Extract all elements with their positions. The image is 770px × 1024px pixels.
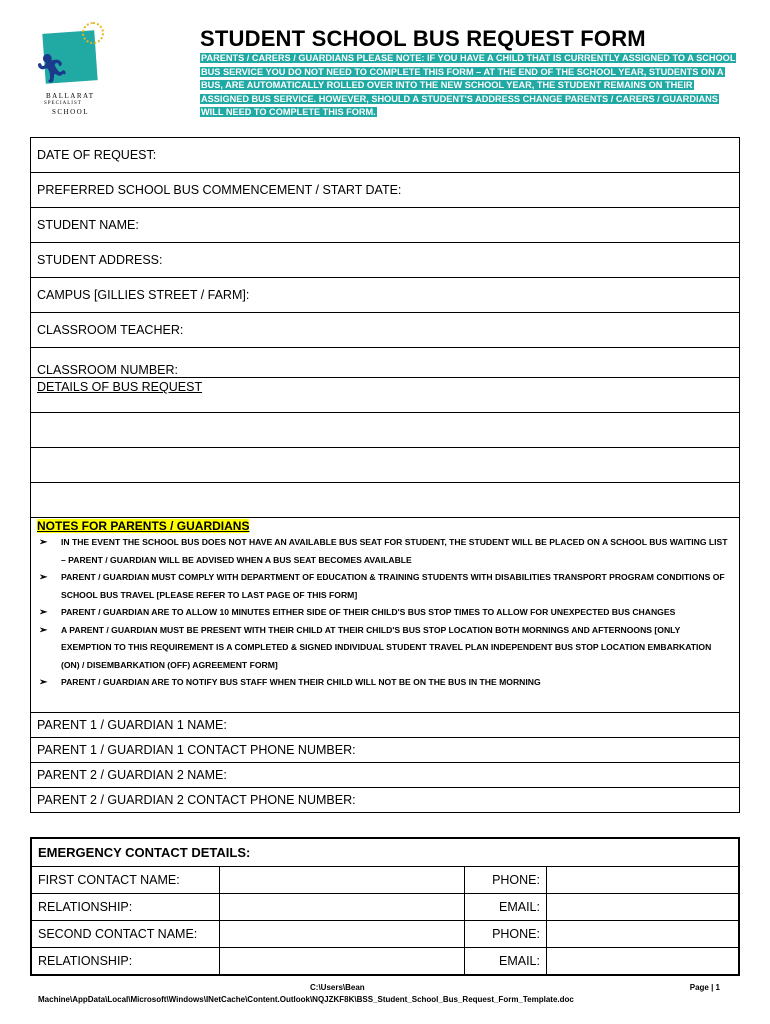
emergency-input-phone-2[interactable] <box>547 921 739 948</box>
emergency-table <box>31 838 739 975</box>
details-line-2[interactable] <box>31 448 739 483</box>
note-item: ➢ IN THE EVENT THE SCHOOL BUS DOES NOT HAVE AN AVAILABLE BUS SEAT FOR STUDENT, THE STUDENT WILL BE PLACED ON A SCHOOL BUS WAITING LIST – PARENT / GUARDIAN WILL BE ADVISED WHEN A BUS SEAT BECOMES AVAILABLE <box>31 534 739 569</box>
emergency-label-email-1: EMAIL: <box>465 894 547 921</box>
details-heading: DETAILS OF BUS REQUEST <box>31 378 739 413</box>
details-line-1[interactable] <box>31 413 739 448</box>
field-parent1-phone[interactable]: PARENT 1 / GUARDIAN 1 CONTACT PHONE NUMBER: <box>31 738 739 763</box>
emergency-label-relationship-2: RELATIONSHIP: <box>32 948 220 975</box>
student-details-box <box>30 137 740 813</box>
emergency-label-phone-2: PHONE: <box>465 921 547 948</box>
logo-text-2: SPECIALIST <box>44 101 82 106</box>
emergency-label-phone-1: PHONE: <box>465 867 547 894</box>
note-item: ➢ PARENT / GUARDIAN MUST COMPLY WITH DEPARTMENT OF EDUCATION & TRAINING STUDENTS WITH DISABILITIES TRANSPORT PROGRAM CONDITIONS OF SCHOOL BUS TRAVEL [PLEASE REFER TO LAST PAGE OF THIS FORM] <box>31 569 739 604</box>
field-classroom-number[interactable]: CLASSROOM NUMBER: <box>31 348 739 378</box>
details-line-3[interactable] <box>31 483 739 518</box>
emergency-label-first-contact-name: FIRST CONTACT NAME: <box>32 867 220 894</box>
note-item: ➢ PARENT / GUARDIAN ARE TO NOTIFY BUS STAFF WHEN THEIR CHILD WILL NOT BE ON THE BUS IN THE MORNING <box>31 674 739 692</box>
arrow-bullet-icon: ➢ <box>39 624 48 636</box>
notice-text: PARENTS / CARERS / GUARDIANS PLEASE NOTE: IF YOU HAVE A CHILD THAT IS CURRENTLY ASSIGNED TO A SCHOOL BUS SERVICE YOU DO NOT NEED TO COMPLETE THIS FORM – AT THE END OF THE SCHOOL YEAR, STUDENTS ON A BUS, ARE AUTOMATICALLY ROLLED OVER INTO THE NEW SCHOOL YEAR, THE STUDENT REMAINS ON THEIR ASSIGNED BUS SERVICE. HOWEVER, SHOULD A STUDENT'S ADDRESS CHANGE PARENTS / CARERS / GUARDIANS WILL NEED TO COMPLETE THIS FORM. <box>201 53 736 117</box>
notes-section <box>31 518 739 713</box>
field-student-name[interactable]: STUDENT NAME: <box>31 208 739 243</box>
field-classroom-teacher[interactable]: CLASSROOM TEACHER: <box>31 313 739 348</box>
page-number: Page | 1 <box>689 983 720 992</box>
arrow-bullet-icon: ➢ <box>39 537 48 548</box>
note-item: ➢ A PARENT / GUARDIAN MUST BE PRESENT WITH THEIR CHILD AT THEIR CHILD'S BUS STOP LOCATION BOTH MORNINGS AND AFTERNOONS [ONLY EXEMPTION TO THIS REQUIREMENT IS A COMPLETED & SIGNED INDIVIDUAL STUDENT TRAVEL PLAN INDEPENDENT BUS STOP LOCATION EMBARKATION (ON) / DISEMBARKATION (OFF) AGREEMENT FORM] <box>31 622 739 675</box>
runner-icon: 🏃︎ <box>34 52 70 85</box>
arrow-bullet-icon: ➢ <box>39 572 48 583</box>
school-logo <box>30 22 110 122</box>
footer-path-line-1: C:\Users\Bean <box>310 983 365 992</box>
field-parent1-name[interactable]: PARENT 1 / GUARDIAN 1 NAME: <box>31 713 739 738</box>
field-date-of-request[interactable]: DATE OF REQUEST: <box>31 138 739 173</box>
field-parent2-name[interactable]: PARENT 2 / GUARDIAN 2 NAME: <box>31 763 739 788</box>
field-parent2-phone[interactable]: PARENT 2 / GUARDIAN 2 CONTACT PHONE NUMBER: <box>37 793 356 807</box>
emergency-label-relationship-1: RELATIONSHIP: <box>32 894 220 921</box>
emergency-input-relationship-1[interactable] <box>220 894 465 921</box>
note-item: ➢ PARENT / GUARDIAN ARE TO ALLOW 10 MINUTES EITHER SIDE OF THEIR CHILD'S BUS STOP TIMES TO ALLOW FOR UNEXPECTED BUS CHANGES <box>31 604 739 622</box>
arrow-bullet-icon: ➢ <box>39 677 48 688</box>
field-start-date[interactable]: PREFERRED SCHOOL BUS COMMENCEMENT / START DATE: <box>31 173 739 208</box>
field-student-address[interactable]: STUDENT ADDRESS: <box>31 243 739 278</box>
sun-icon <box>82 22 104 44</box>
emergency-input-email-2[interactable] <box>547 948 739 975</box>
emergency-input-relationship-2[interactable] <box>220 948 465 975</box>
logo-text-1: BALLARAT <box>46 92 95 100</box>
emergency-label-email-2: EMAIL: <box>465 948 547 975</box>
emergency-input-second-contact-name[interactable] <box>220 921 465 948</box>
emergency-contact-box <box>30 837 740 976</box>
form-title: STUDENT SCHOOL BUS REQUEST FORM <box>200 26 646 51</box>
emergency-input-first-contact-name[interactable] <box>220 867 465 894</box>
arrow-bullet-icon: ➢ <box>39 607 48 618</box>
emergency-input-email-1[interactable] <box>547 894 739 921</box>
notes-heading: NOTES FOR PARENTS / GUARDIANS <box>37 519 250 533</box>
logo-text-3: SCHOOL <box>52 108 90 116</box>
emergency-label-second-contact-name: SECOND CONTACT NAME: <box>32 921 220 948</box>
emergency-input-phone-1[interactable] <box>547 867 739 894</box>
field-campus[interactable]: CAMPUS [GILLIES STREET / FARM]: <box>31 278 739 313</box>
footer-path-line-2: Machine\AppData\Local\Microsoft\Windows\INetCache\Content.Outlook\NQJZKF8K\BSS_Student_School_Bus_Request_Form_Template.doc <box>38 995 574 1004</box>
emergency-heading: EMERGENCY CONTACT DETAILS: <box>32 839 739 867</box>
